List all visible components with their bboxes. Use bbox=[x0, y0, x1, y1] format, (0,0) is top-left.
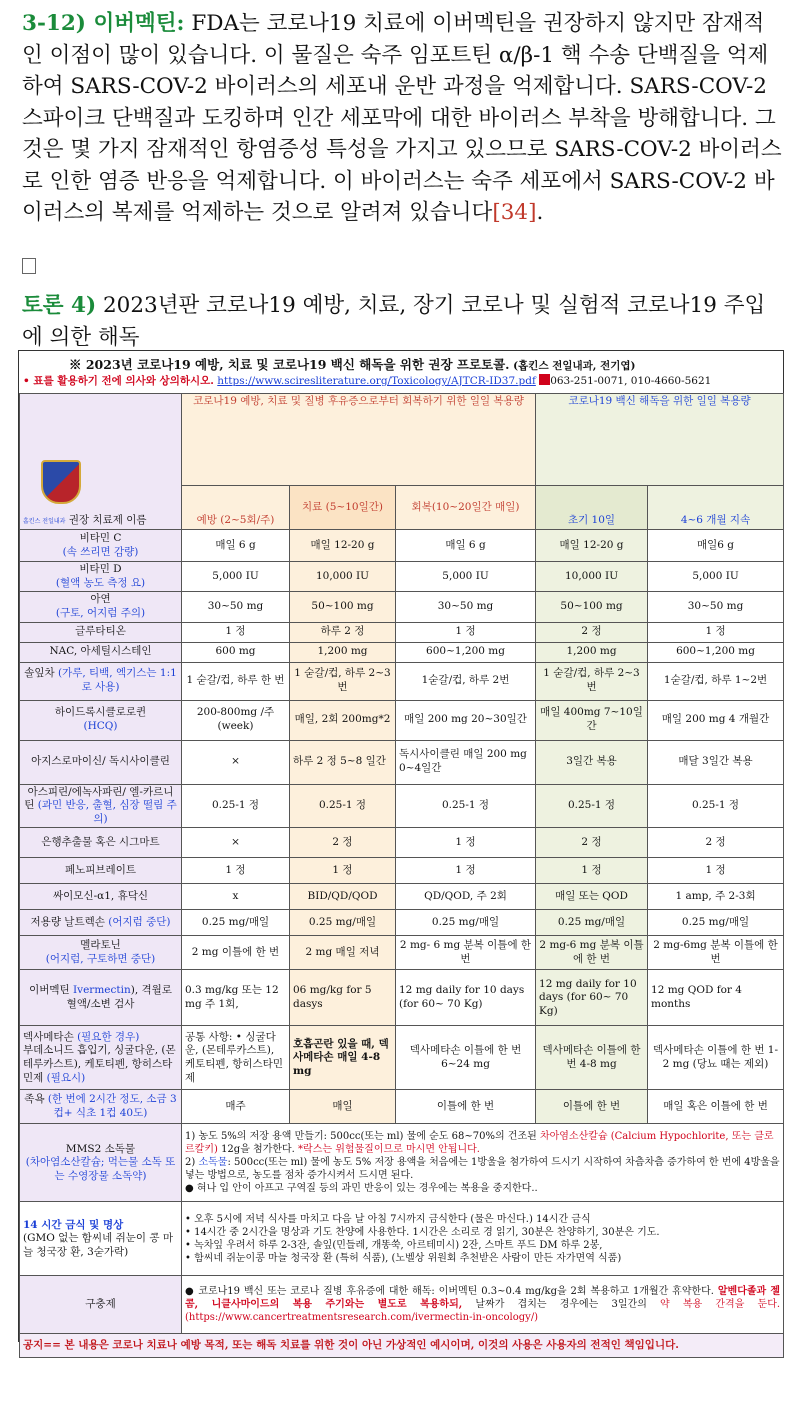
table-cell: 매일, 2회 200mg*2 bbox=[290, 700, 396, 740]
table-cell: 매일 12-20 g bbox=[290, 530, 396, 562]
table-row bbox=[20, 1202, 784, 1276]
row-label: 구충제 bbox=[20, 1276, 182, 1334]
worm-text: 날짜가 겹치는 경우에는 3일간의 bbox=[462, 1299, 661, 1311]
table-cell: 0.25-1 정 bbox=[182, 784, 290, 828]
table-cell: 30~50 mg bbox=[648, 592, 784, 622]
table-cell: 2 정 bbox=[536, 828, 648, 858]
mms-text: 2) bbox=[185, 1157, 199, 1169]
label-part: 페노피브레이트 bbox=[64, 864, 136, 877]
label-part: (필요시) bbox=[46, 1071, 86, 1084]
table-cell: 2 정 bbox=[536, 622, 648, 642]
table-cell: 0.25 mg/매일 bbox=[182, 910, 290, 936]
label-part: (과민 반응, 출혈, 심장 떨림 주의) bbox=[37, 799, 177, 825]
label-part: 저용량 날트렉손 bbox=[30, 916, 109, 929]
table-cell: 1 정 bbox=[396, 622, 536, 642]
table-cell: 1,200 mg bbox=[290, 642, 396, 662]
warning-text: • 표를 활용하기 전에 의사와 상의하시오. bbox=[23, 375, 214, 387]
label-part: 비타민 D bbox=[79, 563, 122, 575]
label-part: (어지럼 중단) bbox=[108, 916, 171, 929]
table-cell: 1 정 bbox=[182, 622, 290, 642]
table-cell: × bbox=[182, 740, 290, 784]
table-cell: 0.25 mg/매일 bbox=[290, 910, 396, 936]
table-cell: 1 정 bbox=[648, 858, 784, 884]
source-link[interactable]: https://www.sciresliterature.org/Toxicology/AJTCR-ID37.pdf bbox=[217, 375, 536, 387]
table-cell: 이틀에 한 번 bbox=[396, 1090, 536, 1124]
table-cell: 1숟갈/컵, 하루 1~2번 bbox=[648, 662, 784, 700]
label-part: 하이드록시클로로퀸 bbox=[54, 706, 147, 719]
table-row bbox=[20, 858, 784, 884]
table-cell: 1 정 bbox=[536, 858, 648, 884]
table-cell: 2 mg 매일 저녁 bbox=[290, 936, 396, 970]
row-label bbox=[20, 828, 182, 858]
table-cell: 0.3 mg/kg 또는 12 mg 주 1회, bbox=[182, 970, 290, 1026]
intro-paragraph bbox=[22, 8, 782, 229]
table-cell: 30~50 mg bbox=[396, 592, 536, 622]
label-part: ), 격월로 혈액/소변 검사 bbox=[66, 984, 172, 1010]
group2-header: 코로나19 백신 해독을 위한 일일 복용량 bbox=[536, 394, 784, 486]
table-cell: 매일 6 g bbox=[182, 530, 290, 562]
label-part: NAC, 아세틸시스테인 bbox=[49, 645, 152, 658]
table-row bbox=[20, 828, 784, 858]
logo-text: 홉킨스 전일내과 bbox=[23, 518, 66, 526]
worm-text: 알벤다졸과 젤콤, 니클사마이드의 복용 주기와는 별도로 복용하되, bbox=[185, 1286, 781, 1311]
placeholder-box-icon bbox=[22, 258, 36, 274]
table-cell: 2 mg-6mg 분복 이틀에 한 번 bbox=[648, 936, 784, 970]
label-part: Ivermectin bbox=[73, 984, 131, 997]
table-cell: 1 amp, 주 2-3회 bbox=[648, 884, 784, 910]
table-cell: 매주 bbox=[182, 1090, 290, 1124]
row-label bbox=[20, 784, 182, 828]
table-cell: 0.25-1 정 bbox=[290, 784, 396, 828]
col-treatment: 치료 (5~10일간) bbox=[290, 486, 396, 530]
row-label bbox=[20, 1026, 182, 1090]
label-part: 멜라토닌 bbox=[80, 939, 121, 952]
group1-header: 코로나19 예방, 치료 및 질병 후유증으로부터 회복하기 위한 일일 복용량 bbox=[182, 394, 536, 486]
mms-text: *락스는 위험물질이므로 마시면 안됩니다. bbox=[298, 1144, 480, 1156]
table-cell: 06 mg/kg for 5 dasys bbox=[290, 970, 396, 1026]
row-label bbox=[20, 970, 182, 1026]
row-label bbox=[20, 562, 182, 592]
table-cell: 12 mg QOD for 4 months bbox=[648, 970, 784, 1026]
table-cell: 1,200 mg bbox=[536, 642, 648, 662]
label-part: (필요한 경우) bbox=[77, 1030, 140, 1043]
label-part: 글루타티온 bbox=[75, 625, 126, 638]
table-row bbox=[20, 936, 784, 970]
hospital-crest-icon bbox=[41, 460, 81, 504]
table-cell: x bbox=[182, 884, 290, 910]
label-part: 은행추출물 혹은 시그마트 bbox=[41, 836, 160, 849]
row-label bbox=[20, 1090, 182, 1124]
mms-text: 소독물 bbox=[198, 1157, 228, 1169]
table-row bbox=[20, 1090, 784, 1124]
col-recovery: 회복(10~20일간 매일) bbox=[396, 486, 536, 530]
table-cell: QD/QOD, 주 2회 bbox=[396, 884, 536, 910]
worm-text: 약 복용 간격을 둔다. bbox=[660, 1299, 781, 1311]
table-cell: 덱사메타손 이틀에 한 번 6~24 mg bbox=[396, 1026, 536, 1090]
protocol-document bbox=[18, 350, 784, 1352]
table-cell: 0.25-1 정 bbox=[536, 784, 648, 828]
phone-numbers: 063-251-0071, 010-4660-5621 bbox=[550, 375, 712, 387]
intro-heading: 3-12) 이버멕틴: bbox=[22, 11, 185, 36]
table-cell: 매일 12-20 g bbox=[536, 530, 648, 562]
label-part: 아지스로마이신/ 독시사이클린 bbox=[31, 755, 170, 768]
table-cell: 1 정 bbox=[396, 828, 536, 858]
table-row bbox=[20, 910, 784, 936]
table-cell: × bbox=[182, 828, 290, 858]
table-cell: 2 정 bbox=[290, 828, 396, 858]
mms-text: 차아염소산칼슘 (Calcium Hypochlorite, 또는 클로르칼키) bbox=[185, 1131, 774, 1156]
label-part: 족욕 bbox=[24, 1093, 48, 1106]
section-title: 2023년판 코로나19 예방, 치료, 장기 코로나 및 실험적 코로나19 주입에 의한 해독 bbox=[22, 293, 766, 350]
row-label bbox=[20, 1202, 182, 1276]
table-row bbox=[20, 642, 784, 662]
row-label bbox=[20, 592, 182, 622]
table-row bbox=[20, 1276, 784, 1334]
label-part: (어지럼, 구토하면 중단) bbox=[45, 952, 156, 965]
label-part: 아연 bbox=[90, 593, 111, 606]
table-cell: 0.25-1 정 bbox=[396, 784, 536, 828]
table-cell: 200-800mg /주(week) bbox=[182, 700, 290, 740]
label-part: 비타민 C bbox=[79, 531, 122, 544]
table-cell: 1 숟갈/컵, 하루 2~3번 bbox=[290, 662, 396, 700]
table-cell: 50~100 mg bbox=[536, 592, 648, 622]
label-part: (HCQ) bbox=[83, 720, 118, 733]
label-part: 아스피린/에녹사파린/ 엘-카르니틴 bbox=[24, 785, 174, 812]
label-part: (가루, 티백, 엑기스는 1:1 로 사용) bbox=[57, 667, 177, 694]
label-part: 부데소니드 흡입기, 싱굴다운, (몬테루카스트), 케토티펜, 항히스타민제 bbox=[23, 1044, 176, 1084]
table-cell: 1 정 bbox=[396, 858, 536, 884]
name-column-header: 권장 치료제 이름 bbox=[68, 514, 147, 527]
table-cell: 600~1,200 mg bbox=[648, 642, 784, 662]
intro-text: FDA는 코로나19 치료에 이버멕틴을 권장하지 않지만 잠재적인 이점이 많이 있습니다. 이 물질은 숙주 임포트틴 α/β-1 핵 수송 단백질을 억제하여 SARS-COV-2 바이러스의 세포내 운반 과정을 억제합니다. SARS-COV-2 스파이크 단백질과 도킹하며 인간 세포막에 대한 바이러스 부착을 방해합니다. 그것은 몇 가지 잠재적인 항염증성 특성을 가지고 있으므로 SARS-COV-2 바이러스로 인한 염증 반응을 억제합니다. 이 바이러스는 숙주 세포에서 SARS-COV-2 바이러스의 복제를 억제하는 것으로 알려져 있습니다 bbox=[22, 11, 782, 225]
table-cell: 1 정 bbox=[648, 622, 784, 642]
fast-line: • 함씨네 쥐눈이콩 마늘 청국장 환 (특허 식품), (노벨상 위원회 추천받은 사람이 만든 자가면역 식품) bbox=[185, 1252, 622, 1264]
table-cell: 12 mg daily for 10 days (for 60~ 70 Kg) bbox=[396, 970, 536, 1026]
table-cell: 2 mg-6 mg 분복 이틀에 한 번 bbox=[536, 936, 648, 970]
table-row bbox=[20, 662, 784, 700]
table-cell: 1숟갈/컵, 하루 2번 bbox=[396, 662, 536, 700]
row-label bbox=[20, 700, 182, 740]
table-row bbox=[20, 530, 784, 562]
table-cell: 매일 또는 QOD bbox=[536, 884, 648, 910]
table-cell: 덱사메타손 이틀에 한 번 4-8 mg bbox=[536, 1026, 648, 1090]
table-cell: 매일6 g bbox=[648, 530, 784, 562]
row-label bbox=[20, 884, 182, 910]
row-label bbox=[20, 740, 182, 784]
label-part: (혈액 농도 측정 요) bbox=[55, 576, 146, 589]
section-label: 토론 4) bbox=[22, 293, 97, 318]
mms-text: ● 혀나 입 안이 아프고 구역질 등의 과민 반응이 있는 경우에는 복용을 중지한다.. bbox=[185, 1183, 538, 1195]
table-cell: 2 mg- 6 mg 분복 이틀에 한 번 bbox=[396, 936, 536, 970]
label-part: 14 시간 금식 및 명상 bbox=[23, 1218, 124, 1231]
table-cell: 10,000 IU bbox=[290, 562, 396, 592]
table-row bbox=[20, 1026, 784, 1090]
table-cell: 매일 400mg 7~10일간 bbox=[536, 700, 648, 740]
citation-link[interactable]: [34] bbox=[492, 200, 537, 225]
protocol-table bbox=[19, 393, 784, 1358]
table-cell: 5,000 IU bbox=[182, 562, 290, 592]
table-cell: 600 mg bbox=[182, 642, 290, 662]
fast-line: • 오후 5시에 저녁 식사를 마치고 다음 날 아침 7시까지 금식한다 (물은 마신다.) 14시간 금식 bbox=[185, 1213, 591, 1225]
fax-icon bbox=[539, 374, 550, 385]
label-part: (GMO 없는 함씨네 쥐눈이 콩 마늘 청국장 환, 3숟가락) bbox=[23, 1232, 173, 1258]
table-cell: 0.25 mg/매일 bbox=[648, 910, 784, 936]
table-row bbox=[20, 700, 784, 740]
row-label bbox=[20, 910, 182, 936]
table-row bbox=[20, 740, 784, 784]
table-cell: 600~1,200 mg bbox=[396, 642, 536, 662]
worm-text: ● 코로나19 백신 또는 코로나 질병 후유증에 대한 해독: 이버멕틴 0.3~0.4 mg/kg을 2회 복용하고 1개월간 휴약한다. bbox=[185, 1286, 718, 1298]
table-cell: 하루 2 정 bbox=[290, 622, 396, 642]
document-title bbox=[69, 355, 636, 373]
deworming-instructions bbox=[182, 1276, 784, 1334]
table-cell: 30~50 mg bbox=[182, 592, 290, 622]
label-part: 싸이모신-α1, 휴닥신 bbox=[53, 890, 148, 903]
table-cell: 5,000 IU bbox=[648, 562, 784, 592]
row-label bbox=[20, 530, 182, 562]
mms-text: 1) 농도 5%의 저장 용액 만들기: 500cc(또는 ml) 물에 순도 68~70%의 건조된 bbox=[185, 1131, 540, 1143]
table-row bbox=[20, 970, 784, 1026]
label-part: (구토, 어지럼 주의) bbox=[55, 606, 146, 619]
fast-line: • 녹차잎 우려서 하루 2-3잔, 솔잎(민들레, 개똥쑥, 아르테미시) 2잔, 스마트 푸드 DM 하루 2봉, bbox=[185, 1239, 603, 1251]
table-cell: 3일간 복용 bbox=[536, 740, 648, 784]
table-cell: 호흡곤란 있을 때, 덱사메타손 매일 4-8 mg bbox=[290, 1026, 396, 1090]
table-cell: 공통 사항: • 싱굴다운, (몬테루카스트), 케토티펜, 항히스타민제 bbox=[182, 1026, 290, 1090]
table-cell: 1 숟갈/컵, 하루 한 번 bbox=[182, 662, 290, 700]
col-prevention: 예방 (2~5회/주) bbox=[182, 486, 290, 530]
header-name-cell bbox=[20, 394, 182, 530]
table-row bbox=[20, 1124, 784, 1202]
table-cell: 50~100 mg bbox=[290, 592, 396, 622]
table-cell: 덱사메타손 이틀에 한 번 1-2 mg (당뇨 때는 제외) bbox=[648, 1026, 784, 1090]
col-initial-10days: 초기 10일 bbox=[536, 486, 648, 530]
table-cell: 1 정 bbox=[290, 858, 396, 884]
table-cell: 1 정 bbox=[182, 858, 290, 884]
section-heading bbox=[22, 290, 782, 353]
label-part: (속 쓰리면 감량) bbox=[62, 545, 139, 558]
row-label bbox=[20, 642, 182, 662]
table-cell: 12 mg daily for 10 days (for 60~ 70 Kg) bbox=[536, 970, 648, 1026]
label-part: 덱사메타손 bbox=[23, 1030, 78, 1043]
table-cell: 매일 200 mg 4 개월간 bbox=[648, 700, 784, 740]
row-label bbox=[20, 858, 182, 884]
row-label bbox=[20, 662, 182, 700]
row-label bbox=[20, 936, 182, 970]
table-cell: 매일 bbox=[290, 1090, 396, 1124]
table-row bbox=[20, 784, 784, 828]
table-row bbox=[20, 592, 784, 622]
table-cell: 독시사이클린 매일 200 mg 0~4일간 bbox=[396, 740, 536, 784]
table-cell: 하루 2 정 5~8 일간 bbox=[290, 740, 396, 784]
table-cell: 매일 혹은 이틀에 한 번 bbox=[648, 1090, 784, 1124]
table-cell: 10,000 IU bbox=[536, 562, 648, 592]
row-label bbox=[20, 622, 182, 642]
table-cell: 매달 3일간 복용 bbox=[648, 740, 784, 784]
mms-text: 12g을 첨가한다. bbox=[217, 1144, 299, 1156]
table-cell: 2 정 bbox=[648, 828, 784, 858]
col-4-6months: 4~6 개월 지속 bbox=[648, 486, 784, 530]
table-cell: 1 숟갈/컵, 하루 2~3번 bbox=[536, 662, 648, 700]
table-cell: 이틀에 한 번 bbox=[536, 1090, 648, 1124]
fasting-instructions bbox=[182, 1202, 784, 1276]
disclaimer-footer: 공지== 본 내용은 코로나 치료나 예방 목적, 또는 해독 치료를 위한 것이 아닌 가상적인 예시이며, 이것의 사용은 사용자의 전적인 책임입니다. bbox=[20, 1334, 784, 1358]
table-row bbox=[20, 884, 784, 910]
row-label bbox=[20, 1124, 182, 1202]
label-part: 솔잎차 bbox=[24, 667, 58, 680]
table-cell: 매일 200 mg 20~30일간 bbox=[396, 700, 536, 740]
table-row bbox=[20, 622, 784, 642]
table-cell: 0.25 mg/매일 bbox=[396, 910, 536, 936]
table-cell: 0.25 mg/매일 bbox=[536, 910, 648, 936]
document-header bbox=[19, 351, 783, 391]
table-cell: 0.25-1 정 bbox=[648, 784, 784, 828]
label-part: (한 번에 2시간 정도, 소금 3컵+ 식초 1컵 40도) bbox=[47, 1093, 177, 1119]
mms-text: : 500cc(또는 ml) 물에 농도 5% 저장 용액을 처음에는 1방울을 첨가하여 드시기 시작하여 차츰차츰 증가하여 한 번에 4방울을 넣는 방법으로, 농도를 점차 증가시켜서 드시면 된다. bbox=[185, 1157, 780, 1182]
document-notice bbox=[23, 373, 711, 388]
table-cell: BID/QD/QOD bbox=[290, 884, 396, 910]
label-part: 이버멕틴 bbox=[29, 984, 73, 997]
table-cell: 2 mg 이틀에 한 번 bbox=[182, 936, 290, 970]
intro-end: . bbox=[536, 200, 544, 225]
table-row bbox=[20, 562, 784, 592]
fast-line: • 14시간 중 2시간을 명상과 기도 찬양에 사용한다. 1시간은 소리로 경 읽기, 30분은 찬양하기, 30분은 기도. bbox=[185, 1226, 660, 1238]
mms-instructions bbox=[182, 1124, 784, 1202]
label-part: (차아염소산칼슘; 먹는물 소독 또는 수영장물 소독약) bbox=[25, 1156, 176, 1182]
title-main: ※ 2023년 코로나19 예방, 치료 및 코로나19 백신 해독을 위한 권장 프로토콜. bbox=[69, 357, 510, 372]
title-sub: (홉킨스 전일내과, 전기엽) bbox=[509, 360, 636, 372]
table-cell: 매일 6 g bbox=[396, 530, 536, 562]
worm-link[interactable]: (https://www.cancertreatmentsresearch.com/ivermectin-in-oncology/) bbox=[185, 1312, 539, 1324]
table-cell: 5,000 IU bbox=[396, 562, 536, 592]
label-part: MMS2 소독물 bbox=[65, 1142, 136, 1155]
table-row bbox=[20, 1334, 784, 1358]
